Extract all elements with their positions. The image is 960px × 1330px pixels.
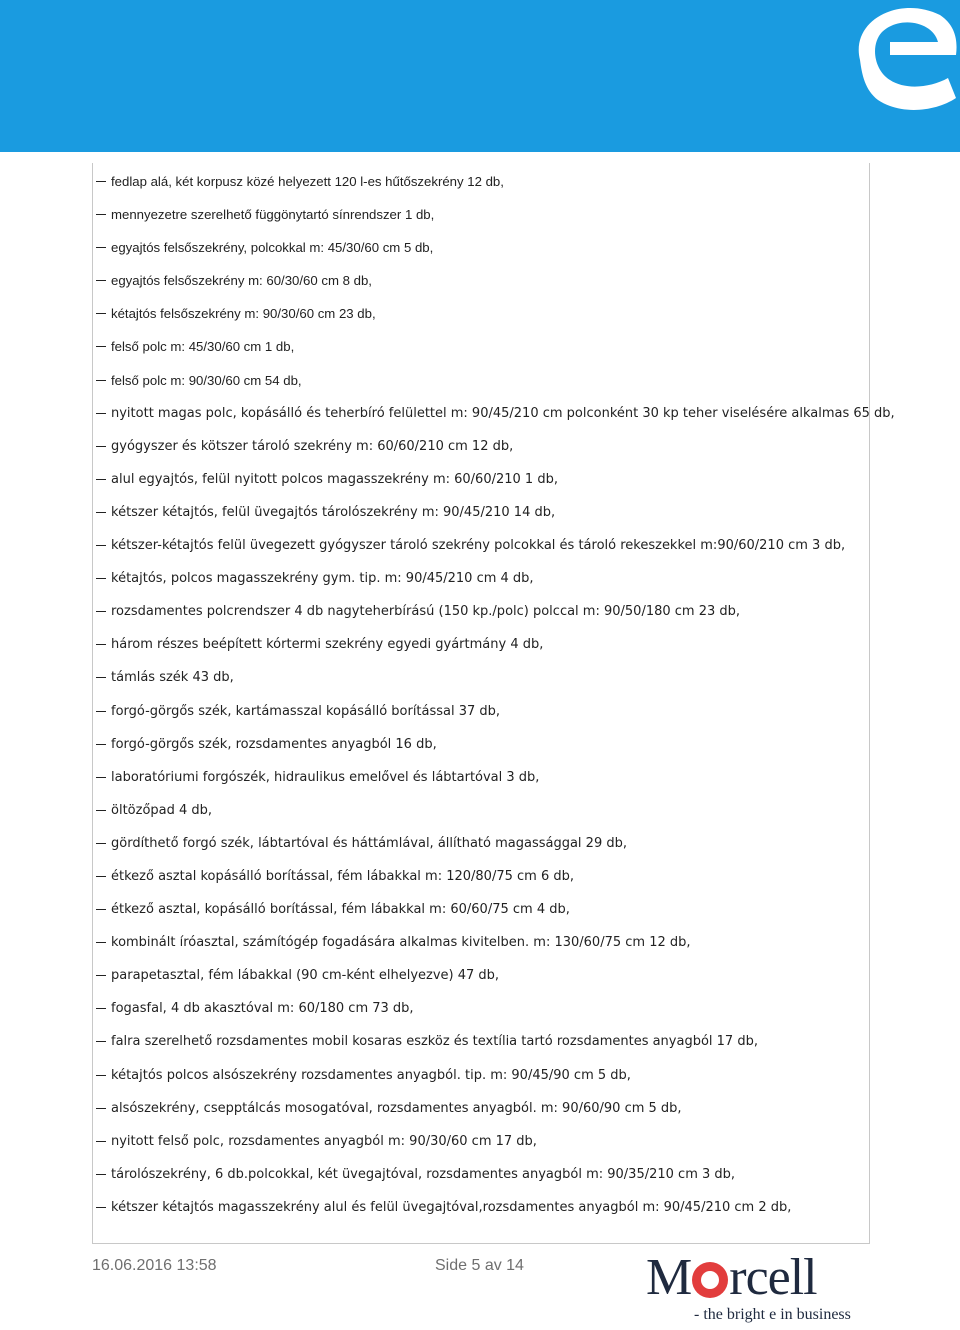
list-item-text: étkező asztal, kopásálló borítással, fém lábakkal m: 60/60/75 cm 4 db, (111, 902, 570, 918)
brand-logo-mark-icon (830, 0, 960, 115)
list-item (96, 866, 876, 899)
dash-bullet (96, 876, 106, 877)
footer-date: 16.06.2016 13:58 (92, 1257, 217, 1274)
list-item-text: forgó-görgős szék, rozsdamentes anyagból 16 db, (111, 736, 437, 752)
list-item-text: kétszer kétajtós, felül üvegajtós tárolószekrény m: 90/45/210 14 db, (111, 504, 556, 520)
list-item-text: gyógyszer és kötszer tároló szekrény m: 60/60/210 cm 12 db, (111, 438, 514, 454)
list-item (96, 965, 876, 998)
list-item (96, 1065, 876, 1098)
footer-page-number: Side 5 av 14 (435, 1257, 524, 1274)
dash-bullet (96, 578, 106, 579)
list-item-text: három részes beépített kórtermi szekrény egyedi gyártmány 4 db, (111, 637, 544, 653)
list-item (96, 568, 876, 601)
list-item (96, 303, 876, 336)
list-item (96, 171, 876, 204)
list-item-text: egyajtós felsőszekrény m: 60/30/60 cm 8 db, (111, 273, 372, 289)
dash-bullet (96, 181, 106, 182)
list-item-text: forgó-görgős szék, kartámasszal kopásálló borítással 37 db, (111, 703, 501, 719)
list-item (96, 270, 876, 303)
dash-bullet (96, 644, 106, 645)
list-item (96, 469, 876, 502)
list-item (96, 403, 895, 436)
list-item (96, 800, 876, 833)
dash-bullet (96, 744, 106, 745)
list-item (96, 1098, 876, 1131)
dash-bullet (96, 975, 106, 976)
list-item-text: kombinált íróasztal, számítógép fogadására alkalmas kivitelben. m: 130/60/75 cm 12 db, (111, 935, 691, 951)
list-item-text: falra szerelhető rozsdamentes mobil kosaras eszköz és textília tartó rozsdamentes anyagból 17 db, (111, 1034, 758, 1050)
dash-bullet (96, 380, 106, 381)
list-item-text: alul egyajtós, felül nyitott polcos magasszekrény m: 60/60/210 1 db, (111, 471, 558, 487)
list-item-text: kétajtós, polcos magasszekrény gym. tip. m: 90/45/210 cm 4 db, (111, 571, 534, 587)
dash-bullet (96, 280, 106, 281)
list-item-text: támlás szék 43 db, (111, 670, 234, 686)
dash-bullet (96, 313, 106, 314)
list-item (96, 502, 876, 535)
dash-bullet (96, 810, 106, 811)
list-item-text: laboratóriumi forgószék, hidraulikus emelővel és lábtartóval 3 db, (111, 769, 540, 785)
list-item (96, 436, 876, 469)
dash-bullet (96, 677, 106, 678)
list-item (96, 1164, 876, 1197)
list-item-text: kétszer-kétajtós felül üvegezett gyógyszer tároló szekrény polcokkal és tároló rekeszekkel m:90/60/210 cm 3 db, (111, 538, 846, 554)
list-item-text: öltözőpad 4 db, (111, 802, 213, 818)
list-item-text: kétajtós felsőszekrény m: 90/30/60 cm 23 db, (111, 306, 376, 322)
list-item (96, 734, 876, 767)
logo-e-icon (692, 1262, 728, 1298)
logo-letter-m: M (646, 1249, 692, 1306)
list-item-text: fedlap alá, két korpusz közé helyezett 120 l-es hűtőszekrény 12 db, (111, 174, 504, 189)
dash-bullet (96, 413, 106, 414)
list-item-text: kétajtós polcos alsószekrény rozsdamentes anyagból. tip. m: 90/45/90 cm 5 db, (111, 1067, 631, 1083)
list-item-text: mennyezetre szerelhető függönytartó sínrendszer 1 db, (111, 207, 435, 223)
dash-bullet (96, 711, 106, 712)
dash-bullet (96, 446, 106, 447)
dash-bullet (96, 247, 106, 248)
marcell-logo (640, 1250, 870, 1330)
list-item (96, 1197, 876, 1230)
list-item-text: gördíthető forgó szék, lábtartóval és háttámlával, állítható magassággal 29 db, (111, 835, 627, 851)
dash-bullet (96, 1075, 106, 1076)
list-item (96, 767, 876, 800)
list-item-text: étkező asztal kopásálló borítással, fém lábakkal m: 120/80/75 cm 6 db, (111, 868, 574, 884)
list-item (96, 932, 876, 965)
dash-bullet (96, 1008, 106, 1009)
list-item-text: nyitott felső polc, rozsdamentes anyagból m: 90/30/60 cm 17 db, (111, 1133, 537, 1149)
list-item-text: alsószekrény, csepptálcás mosogatóval, rozsdamentes anyagból. m: 90/60/90 cm 5 db, (111, 1100, 682, 1116)
dash-bullet (96, 214, 106, 215)
list-item (96, 667, 876, 700)
list-item-text: nyitott magas polc, kopásálló és teherbíró felülettel m: 90/45/210 cm polconként 30 kp teher viselésére alkalmas 65 db, (111, 405, 895, 421)
list-item-text: egyajtós felsőszekrény, polcokkal m: 45/30/60 cm 5 db, (111, 240, 434, 256)
dash-bullet (96, 1207, 106, 1208)
dash-bullet (96, 611, 106, 612)
list-item (96, 237, 876, 270)
equipment-list (96, 171, 895, 1230)
logo-letters-rcell: rcell (729, 1249, 817, 1306)
list-item-text: felső polc m: 90/30/60 cm 54 db, (111, 372, 302, 388)
list-item-text: kétszer kétajtós magasszekrény alul és felül üvegajtóval,rozsdamentes anyagból m: 90/45/210 cm 2 db, (111, 1199, 792, 1215)
dash-bullet (96, 942, 106, 943)
list-item (96, 833, 876, 866)
dash-bullet (96, 843, 106, 844)
list-item (96, 1031, 876, 1064)
list-item-text: rozsdamentes polcrendszer 4 db nagyteherbírású (150 kp./polc) polccal m: 90/50/180 cm 23 db, (111, 604, 741, 620)
list-item (96, 204, 876, 237)
header-band (0, 0, 960, 152)
list-item (96, 336, 876, 369)
dash-bullet (96, 1141, 106, 1142)
list-item (96, 370, 876, 403)
dash-bullet (96, 346, 106, 347)
list-item (96, 701, 876, 734)
list-item-text: parapetasztal, fém lábakkal (90 cm-ként elhelyezve) 47 db, (111, 968, 500, 984)
logo-wordmark (646, 1250, 817, 1306)
dash-bullet (96, 909, 106, 910)
list-item (96, 899, 876, 932)
list-item (96, 1131, 876, 1164)
dash-bullet (96, 545, 106, 546)
list-item (96, 634, 876, 667)
dash-bullet (96, 1108, 106, 1109)
list-item (96, 998, 876, 1031)
dash-bullet (96, 1041, 106, 1042)
list-item-text: fogasfal, 4 db akasztóval m: 60/180 cm 73 db, (111, 1001, 414, 1017)
list-item-text: felső polc m: 45/30/60 cm 1 db, (111, 339, 295, 355)
dash-bullet (96, 1174, 106, 1175)
dash-bullet (96, 777, 106, 778)
dash-bullet (96, 512, 106, 513)
list-item (96, 535, 876, 568)
dash-bullet (96, 479, 106, 480)
list-item-text: tárolószekrény, 6 db.polcokkal, két üvegajtóval, rozsdamentes anyagból m: 90/35/210 cm 3 db, (111, 1166, 736, 1182)
logo-tagline: - the bright e in business (694, 1306, 851, 1323)
list-item (96, 601, 876, 634)
